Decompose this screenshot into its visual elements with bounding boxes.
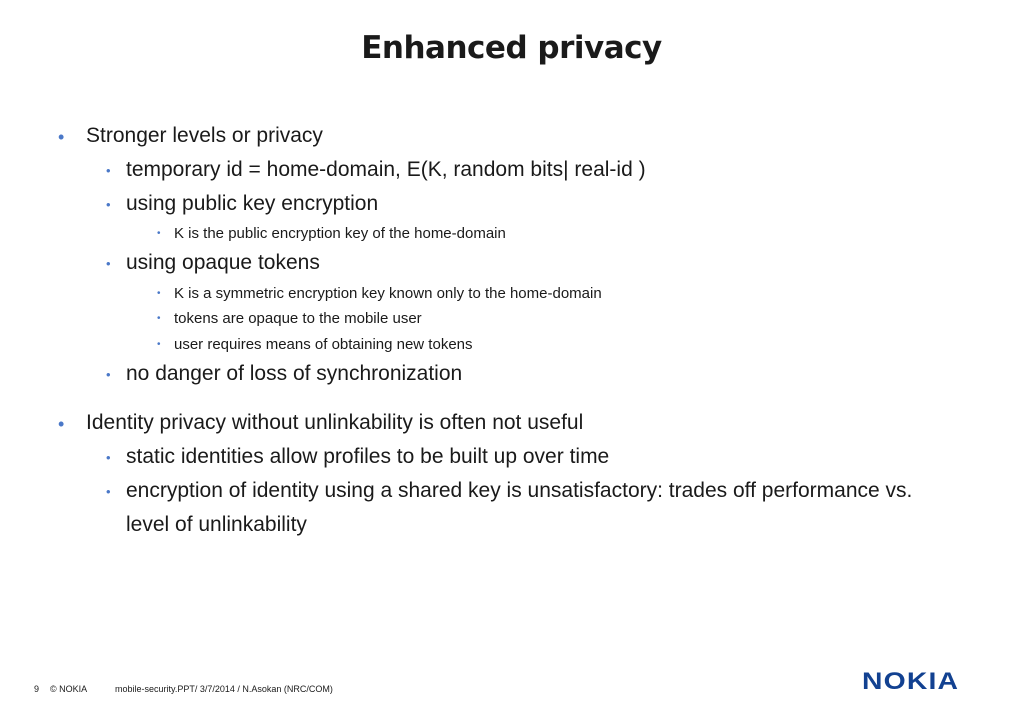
bullet-text-l2: static identities allow profiles to be built up over time xyxy=(126,445,610,468)
bullet-text-l2: no danger of loss of synchronization xyxy=(126,362,463,385)
bullet-marker: • xyxy=(157,313,161,324)
bullet-marker: • xyxy=(58,414,65,434)
bullet-marker: • xyxy=(58,127,65,147)
bullet-marker: • xyxy=(106,484,111,499)
bullet-text-l3: tokens are opaque to the mobile user xyxy=(174,310,422,327)
bullet-text-l3: K is a symmetric encryption key known only to the home-domain xyxy=(174,285,602,302)
bullet-marker: • xyxy=(106,450,111,465)
bullet-marker: • xyxy=(106,197,111,212)
bullet-text-l2: temporary id = home-domain, E(K, random bits| real-id ) xyxy=(126,158,646,181)
bullet-text-l2: using opaque tokens xyxy=(126,251,320,274)
bullet-marker: • xyxy=(106,256,111,271)
bullet-marker: • xyxy=(157,339,161,350)
bullet-text-l2-continuation: level of unlinkability xyxy=(126,513,307,536)
bullet-text-l2: using public key encryption xyxy=(126,192,379,215)
bullet-text-l1: Identity privacy without unlinkability is often not useful xyxy=(86,411,584,434)
page-number: 9 xyxy=(34,684,40,694)
bullet-marker: • xyxy=(157,228,161,239)
bullet-marker: • xyxy=(157,288,161,299)
footer-info: mobile-security.PPT/ 3/7/2014 / N.Asokan (NRC/COM) xyxy=(115,684,333,694)
bullet-text-l3: K is the public encryption key of the home-domain xyxy=(174,225,506,242)
nokia-logo: NOKIA xyxy=(862,668,960,695)
bullet-text-l1: Stronger levels or privacy xyxy=(86,124,323,147)
bullet-marker: • xyxy=(106,163,111,178)
bullet-text-l3: user requires means of obtaining new tokens xyxy=(174,336,473,353)
bullet-text-l2: encryption of identity using a shared key is unsatisfactory: trades off performance vs. xyxy=(126,479,913,502)
copyright: © NOKIA xyxy=(50,684,88,694)
bullet-marker: • xyxy=(106,367,111,382)
slide-title: Enhanced privacy xyxy=(361,30,662,66)
